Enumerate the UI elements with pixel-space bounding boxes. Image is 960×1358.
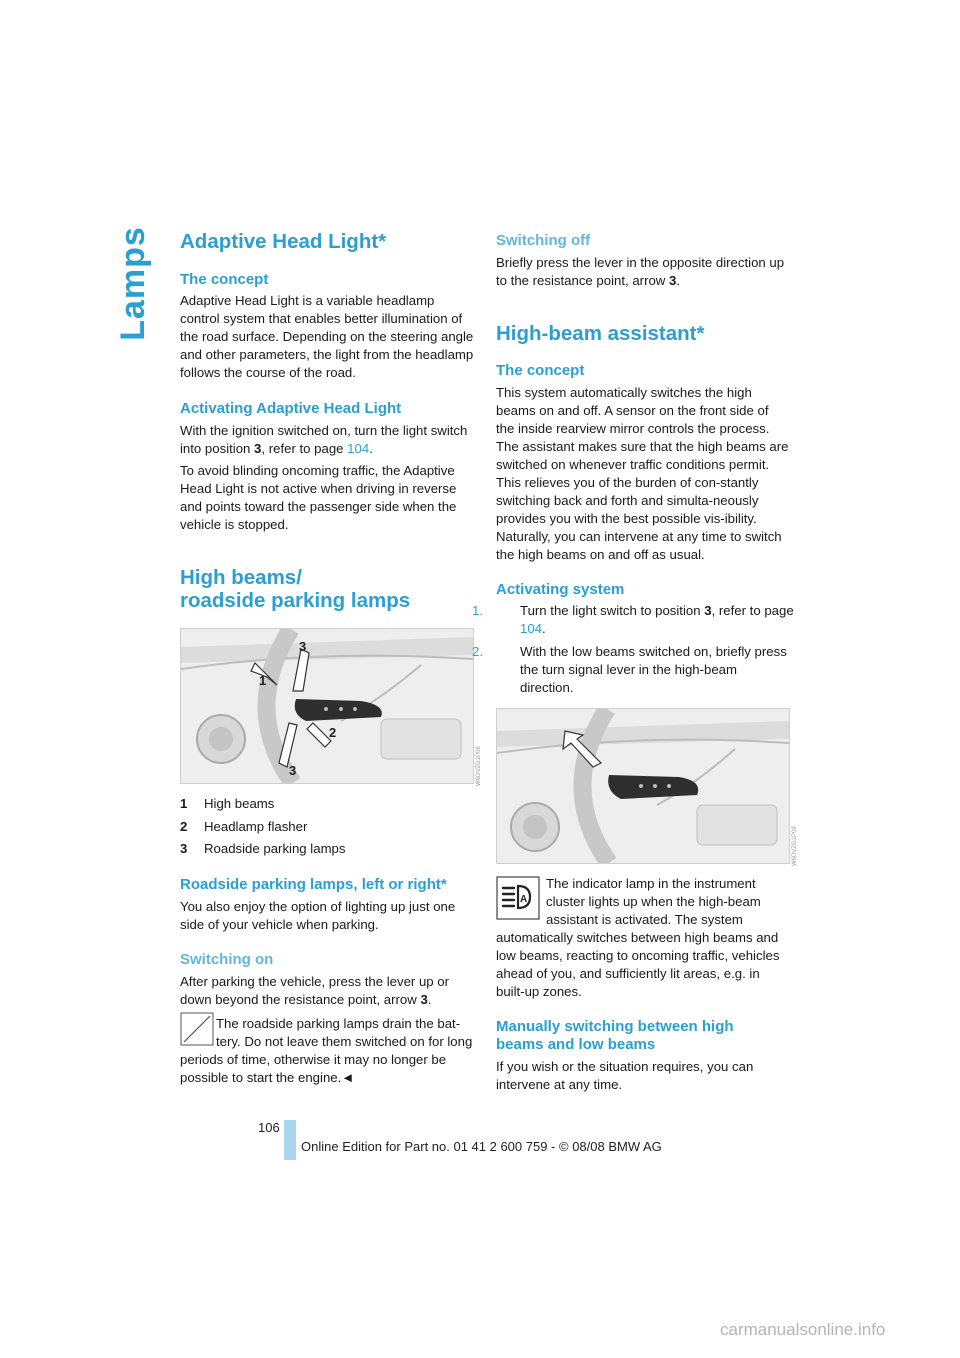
text-span: .	[427, 992, 432, 1007]
heading-high-beams-line2: roadside parking lamps	[180, 589, 411, 612]
paragraph-assistant-concept: This system automatically switches the high beams on and off. A sensor on the front side of the inside rearview mirror controls the process. The assistant makes sure that the high beams are switched on whenever traffic conditions permit. This relieves you of the burden of con-stantly switching back and forth and simulta-neously provides you with the best possible vis-ibility. Naturally, you can intervene at any time to switch the high beams on and off as usual.	[496, 385, 789, 562]
paragraph-switching-on	[180, 973, 474, 1009]
section-side-tab-label: Lamps	[113, 225, 152, 341]
footer-edition-text: Online Edition for Part no. 01 41 2 600 759 - © 08/08 BMW AG	[301, 1139, 662, 1154]
legend-text: High beams	[204, 796, 275, 811]
heading-switching-on: Switching on	[180, 951, 274, 968]
section-side-tab	[108, 225, 158, 341]
note-text: The roadside parking lamps drain the bat-tery. Do not leave them switched on for long periods of time, otherwise it may no longer be possible to start the engine.	[180, 1016, 473, 1085]
page-number: 106	[258, 1120, 280, 1135]
text-span: .	[542, 621, 546, 636]
legend-number: 3	[180, 841, 188, 856]
text-span: , refer to page	[261, 441, 348, 456]
heading-activating-adaptive: Activating Adaptive Head Light	[180, 400, 402, 417]
legend-text: Headlamp flasher	[204, 819, 308, 834]
heading-the-concept-left: The concept	[180, 271, 269, 288]
watermark: carmanualsonline.info	[720, 1320, 886, 1339]
paragraph-switching-off	[496, 254, 790, 290]
position-number: 3	[254, 441, 262, 456]
svg-text:A: A	[520, 894, 528, 905]
page-reference-link[interactable]: 104	[520, 621, 543, 636]
note-battery-warning	[180, 1015, 476, 1087]
page-reference-link[interactable]: 104	[347, 441, 370, 456]
step-1	[472, 602, 814, 638]
figure-lever-high-beam-assistant	[496, 708, 790, 864]
heading-high-beams-line1: High beams/	[180, 566, 302, 589]
paragraph-manual: If you wish or the situation requires, you can intervene at any time.	[496, 1059, 754, 1092]
svg-text:3: 3	[299, 639, 307, 654]
svg-text:3: 3	[289, 763, 297, 778]
step-text: With the low beams switched on, briefly press the turn signal lever in the high-beam direction.	[520, 644, 787, 695]
text-span: , refer to page	[711, 603, 794, 618]
text-span: With the ignition switched on, turn the light switch into position	[180, 423, 468, 456]
end-marker: ◄	[341, 1070, 355, 1085]
legend-item	[180, 795, 274, 813]
text-span: Turn the light switch to position	[520, 603, 705, 618]
paragraph-roadside: You also enjoy the option of lighting up just one side of your vehicle when parking.	[180, 899, 456, 932]
indicator-text: The indicator lamp in the instrument cluster lights up when the high-beam assistant is activated. The system automatically switches between high beams and low beams, reacting to oncoming traffic, vehicles ahead of you, and sufficiently lit areas, e.g. in built-up zones.	[496, 876, 780, 999]
footer-accent-bar	[284, 1120, 296, 1160]
heading-manual-switching-line1: Manually switching between high	[496, 1018, 734, 1035]
lever-illustration-2	[497, 709, 789, 863]
text-span: Briefly press the lever in the opposite direction up to the resistance point, arrow	[496, 255, 785, 288]
heading-roadside-parking: Roadside parking lamps, left or right*	[180, 876, 447, 893]
text-span: After parking the vehicle, press the lever up or down beyond the resistance point, arrow	[180, 974, 450, 1007]
legend-number: 2	[180, 819, 188, 834]
step-number: 1.	[472, 603, 483, 618]
heading-switching-off: Switching off	[496, 232, 591, 249]
legend-text: Roadside parking lamps	[204, 841, 346, 856]
position-number: 3	[704, 603, 712, 618]
figure-2-code: W6DVZG1P08	[792, 826, 798, 866]
text-span: .	[369, 441, 373, 456]
step-number: 2.	[472, 644, 483, 659]
svg-text:1: 1	[259, 673, 267, 688]
legend-number: 1	[180, 796, 188, 811]
paragraph-adaptive-concept: Adaptive Head Light is a variable headlamp control system that enables better illumination of the road surface. Depending on the steering angle and other parameters, the light from the headlamp follows the course of the road.	[180, 293, 474, 380]
arrow-number: 3	[669, 273, 677, 288]
figure-lever-high-beams	[180, 628, 474, 784]
legend-item	[180, 818, 307, 836]
paragraph-activating-2: To avoid blinding oncoming traffic, the Adaptive Head Light is not active when driving in reverse and points toward the passenger side when the vehicle is stopped.	[180, 463, 457, 532]
heading-activating-system: Activating system	[496, 581, 625, 598]
arrow-number: 3	[420, 992, 428, 1007]
heading-the-concept-right: The concept	[496, 362, 585, 379]
heading-manual-switching-line2: beams and low beams	[496, 1036, 656, 1053]
figure-1-code: W6DVZG1P06	[476, 746, 482, 786]
legend-item	[180, 840, 345, 858]
heading-high-beam-assistant: High-beam assistant*	[496, 322, 705, 345]
svg-text:2: 2	[329, 725, 337, 740]
lever-illustration-1	[181, 629, 473, 783]
indicator-float-spacer	[496, 875, 546, 927]
step-2	[472, 643, 790, 697]
text-span: .	[676, 273, 681, 288]
paragraph-activating-1	[180, 422, 474, 458]
heading-adaptive-head-light: Adaptive Head Light*	[180, 230, 387, 253]
paragraph-indicator-lamp	[496, 875, 790, 1001]
note-float-spacer	[180, 1015, 216, 1049]
